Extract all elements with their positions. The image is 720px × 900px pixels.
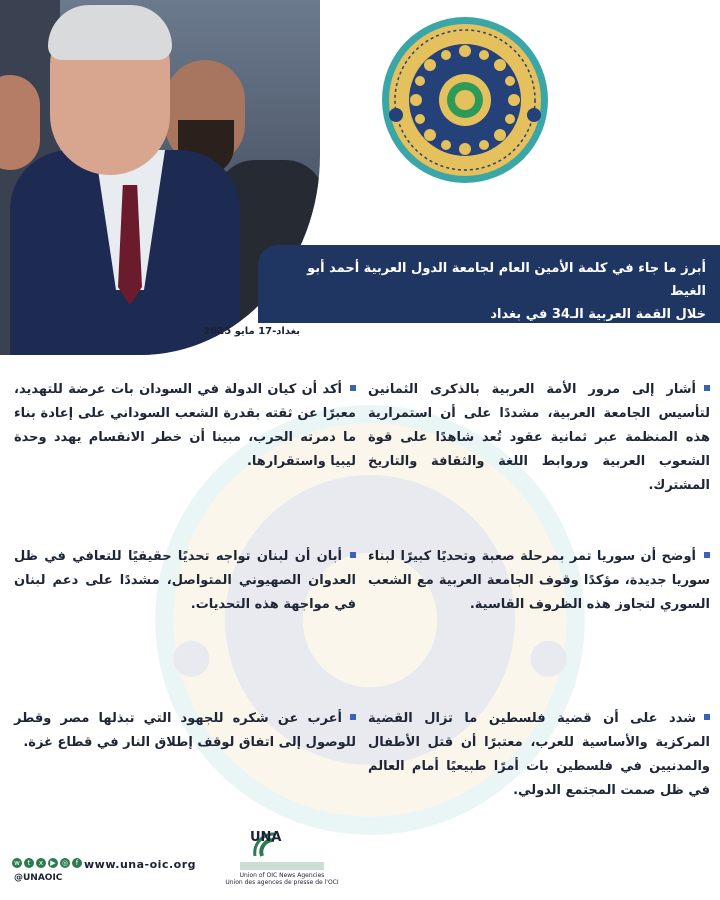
point-text: أشار إلى مرور الأمة العربية بالذكرى الثمانين لتأسيس الجامعة العربية، مشددًا على أن استمرارية هذه المنظمة عبر ثمانية عقود تُعد شاهدًا على قوة الشعوب العربية وروابط اللغة والثقافة والتاريخ المشترك. (368, 382, 710, 493)
arab-summit-emblem (380, 15, 550, 185)
point-gaza (14, 707, 356, 755)
point-text: أعرب عن شكره للجهود التي تبذلها مصر وقطر للوصول إلى اتفاق لوقف إطلاق النار في قطاع غزة. (14, 711, 356, 750)
una-mark: UNA (250, 830, 282, 845)
point-sudan-libya (14, 378, 356, 474)
instagram-icon[interactable]: ◎ (61, 859, 69, 867)
una-name-en: Union of OIC News Agencies (239, 872, 325, 879)
photo-speaker-hair (48, 5, 172, 60)
website-link[interactable]: www.una-oic.org (84, 858, 196, 871)
bullet-icon (350, 714, 356, 720)
dateline: بغداد-17 مايو 2025 (203, 326, 300, 337)
title-line-1: أبرز ما جاء في كلمة الأمين العام لجامعة الدول العربية أحمد أبو الغيط (307, 261, 706, 299)
youtube-icon[interactable]: ▶ (48, 858, 58, 868)
point-palestine (368, 707, 710, 803)
title-line-2: خلال القمة العربية الـ34 في بغداد (490, 307, 706, 322)
telegram-icon[interactable]: t (24, 858, 34, 868)
facebook-icon[interactable]: f (72, 858, 82, 868)
bullet-icon (704, 552, 710, 558)
point-text: أوضح أن سوريا تمر بمرحلة صعبة وتحديًا كبيرًا لبناء سوريا جديدة، مؤكدًا وقوف الجامعة العربية مع الشعب السوري لتجاوز هذه الظروف القاسية. (368, 549, 710, 612)
bullet-icon (350, 552, 356, 558)
point-text: شدد على أن قضية فلسطين ما تزال القضية المركزية والأساسية للعرب، معتبرًا أن قتل الأطفال والمدنيين في فلسطين بات أمرًا طبيعيًا أمام العالم في ظل صمت المجتمع الدولي. (368, 711, 710, 798)
point-arab-league-anniversary (368, 378, 710, 498)
point-syria (368, 545, 710, 617)
social-handle[interactable]: @UNAOIC (14, 873, 63, 883)
whatsapp-icon[interactable]: w (12, 858, 22, 868)
una-name-fr: Union des agences de presse de l'OCI (225, 879, 339, 886)
bullet-icon (704, 385, 710, 391)
bullet-icon (704, 714, 710, 720)
x-icon[interactable]: x (36, 858, 46, 868)
una-name (222, 872, 342, 886)
bullet-icon (350, 385, 356, 391)
photo-person-left (0, 75, 40, 170)
point-lebanon (14, 545, 356, 617)
social-icons (12, 858, 82, 872)
point-text: أبان أن لبنان تواجه تحديًا حقيقيًا للتعافي في ظل العدوان الصهيوني المتواصل، مشددًا على دعم لبنان في مواجهة هذه التحديات. (14, 549, 356, 612)
title-banner (258, 245, 720, 323)
point-text: أكد أن كيان الدولة في السودان بات عرضة للتهديد، معبرًا عن ثقته بقدرة الشعب السوداني على إعادة بناء ما دمرته الحرب، مبينا أن خطر الانقسام يهدد وحدة ليبيا واستقرارها. (14, 382, 356, 469)
